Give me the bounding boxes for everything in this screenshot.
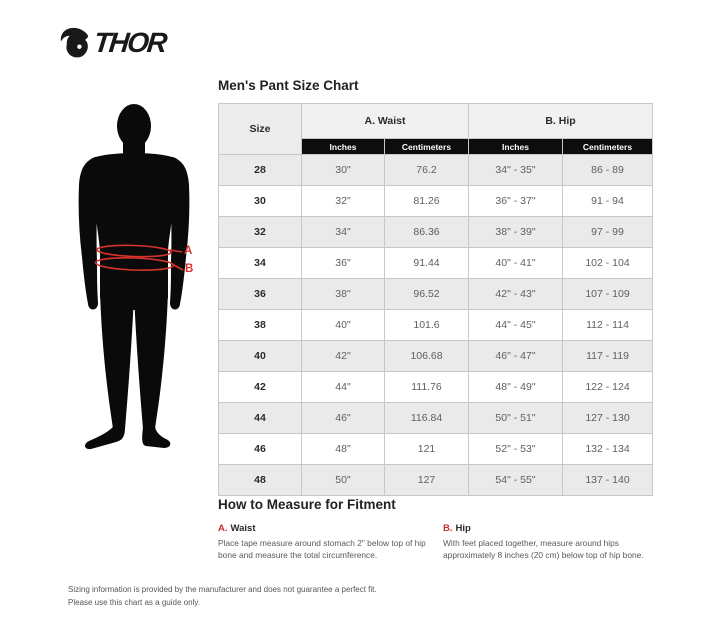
cell-size: 40 — [219, 341, 302, 372]
disclaimer-line-2: Please use this chart as a guide only. — [68, 598, 200, 607]
table-row — [219, 372, 653, 403]
cell-hip-inches: 48" - 49" — [469, 372, 563, 403]
hip-letter: B. — [443, 523, 453, 534]
table-row — [219, 186, 653, 217]
waist-letter: A. — [218, 523, 228, 534]
cell-waist-inches: 36" — [302, 248, 385, 279]
table-row — [219, 341, 653, 372]
cell-waist-cm: 127 — [385, 465, 469, 496]
cell-size: 34 — [219, 248, 302, 279]
cell-hip-inches: 36" - 37" — [469, 186, 563, 217]
subheader-waist-centimeters: Centimeters — [385, 139, 469, 155]
hip-instructions-body: With feet placed together, measure around hips approximately 8 inches (20 cm) below top of hip bone. — [443, 538, 644, 560]
cell-waist-cm: 101.6 — [385, 310, 469, 341]
cell-hip-inches: 50" - 51" — [469, 403, 563, 434]
table-row — [219, 434, 653, 465]
cell-hip-cm: 91 - 94 — [563, 186, 653, 217]
hip-instructions-title: B. Hip — [443, 523, 471, 534]
cell-size: 30 — [219, 186, 302, 217]
cell-waist-cm: 111.76 — [385, 372, 469, 403]
cell-waist-cm: 121 — [385, 434, 469, 465]
table-row — [219, 465, 653, 496]
cell-waist-cm: 86.36 — [385, 217, 469, 248]
cell-waist-inches: 50" — [302, 465, 385, 496]
column-group-waist: A. Waist — [302, 104, 469, 139]
cell-size: 32 — [219, 217, 302, 248]
cell-waist-cm: 116.84 — [385, 403, 469, 434]
waist-instructions — [218, 523, 429, 561]
male-silhouette — [55, 93, 205, 463]
cell-waist-inches: 38" — [302, 279, 385, 310]
waist-instructions-title: A. Waist — [218, 523, 256, 534]
waist-callout-label: A — [184, 245, 193, 257]
chart-title: Men's Pant Size Chart — [218, 78, 359, 93]
cell-hip-cm: 97 - 99 — [563, 217, 653, 248]
cell-waist-cm: 106.68 — [385, 341, 469, 372]
brand-logo — [60, 26, 165, 59]
cell-waist-inches: 40" — [302, 310, 385, 341]
cell-waist-cm: 76.2 — [385, 155, 469, 186]
cell-hip-cm: 137 - 140 — [563, 465, 653, 496]
waist-instructions-body: Place tape measure around stomach 2" below top of hip bone and measure the total circumference. — [218, 538, 426, 560]
cell-waist-inches: 42" — [302, 341, 385, 372]
cell-waist-cm: 91.44 — [385, 248, 469, 279]
subheader-hip-centimeters: Centimeters — [563, 139, 653, 155]
cell-hip-inches: 54" - 55" — [469, 465, 563, 496]
cell-hip-inches: 42" - 43" — [469, 279, 563, 310]
cell-hip-cm: 112 - 114 — [563, 310, 653, 341]
column-header-size: Size — [219, 104, 302, 155]
cell-hip-inches: 44" - 45" — [469, 310, 563, 341]
cell-waist-cm: 96.52 — [385, 279, 469, 310]
size-chart-section — [218, 78, 654, 496]
cell-hip-cm: 117 - 119 — [563, 341, 653, 372]
how-to-measure-section — [218, 497, 654, 561]
size-table — [218, 103, 653, 496]
table-row — [219, 310, 653, 341]
cell-hip-cm: 132 - 134 — [563, 434, 653, 465]
hip-instructions — [443, 523, 654, 561]
cell-size: 46 — [219, 434, 302, 465]
cell-hip-inches: 34" - 35" — [469, 155, 563, 186]
cell-size: 36 — [219, 279, 302, 310]
brand-name: THOR — [92, 27, 167, 58]
cell-hip-inches: 38" - 39" — [469, 217, 563, 248]
cell-size: 38 — [219, 310, 302, 341]
hip-callout-label: B — [185, 263, 194, 275]
table-row — [219, 279, 653, 310]
cell-hip-inches: 46" - 47" — [469, 341, 563, 372]
cell-waist-inches: 34" — [302, 217, 385, 248]
cell-hip-cm: 86 - 89 — [563, 155, 653, 186]
cell-size: 28 — [219, 155, 302, 186]
cell-waist-inches: 46" — [302, 403, 385, 434]
cell-hip-inches: 40" - 41" — [469, 248, 563, 279]
ram-head-icon — [60, 26, 91, 59]
disclaimer — [68, 583, 377, 609]
subheader-hip-inches: Inches — [469, 139, 563, 155]
how-to-heading: How to Measure for Fitment — [218, 497, 396, 512]
cell-waist-inches: 30" — [302, 155, 385, 186]
cell-hip-inches: 52" - 53" — [469, 434, 563, 465]
cell-waist-inches: 44" — [302, 372, 385, 403]
cell-size: 44 — [219, 403, 302, 434]
cell-hip-cm: 127 - 130 — [563, 403, 653, 434]
cell-hip-cm: 122 - 124 — [563, 372, 653, 403]
table-row — [219, 248, 653, 279]
measurement-figure — [55, 93, 205, 463]
table-row — [219, 217, 653, 248]
cell-size: 48 — [219, 465, 302, 496]
table-row — [219, 403, 653, 434]
subheader-waist-inches: Inches — [302, 139, 385, 155]
cell-waist-cm: 81.26 — [385, 186, 469, 217]
cell-size: 42 — [219, 372, 302, 403]
cell-hip-cm: 102 - 104 — [563, 248, 653, 279]
table-row — [219, 155, 653, 186]
size-table-body — [219, 155, 653, 496]
column-group-hip: B. Hip — [469, 104, 653, 139]
cell-waist-inches: 32" — [302, 186, 385, 217]
cell-waist-inches: 48" — [302, 434, 385, 465]
disclaimer-line-1: Sizing information is provided by the manufacturer and does not guarantee a perfect fit. — [68, 585, 377, 594]
cell-hip-cm: 107 - 109 — [563, 279, 653, 310]
